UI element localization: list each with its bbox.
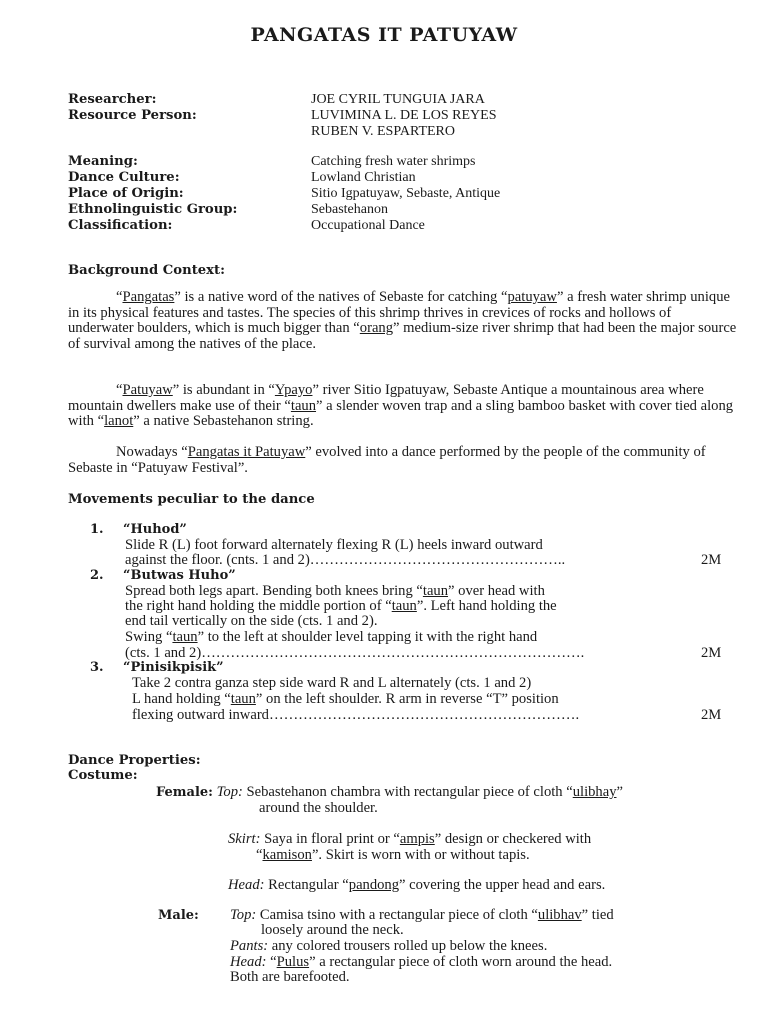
researcher-value: JOE CYRIL TUNGUIA JARA <box>311 92 485 107</box>
movement-1-count: 2M <box>701 552 722 568</box>
place-of-origin-value: Sitio Igpatuyaw, Sebaste, Antique <box>311 186 501 201</box>
movement-3-number: 3. <box>90 660 104 675</box>
female-label: Female: <box>156 785 213 800</box>
female-top: Female: Top: Sebastehanon chambra with rectangular piece of cloth “ulibhay” <box>156 784 623 800</box>
resource-person-value: LUVIMINA L. DE LOS REYES <box>311 108 497 123</box>
movement-2-line-3: end tail vertically on the side (cts. 1 and 2). <box>125 613 378 629</box>
movement-2-line-5: (cts. 1 and 2)……………………………………………………………………. <box>125 645 585 661</box>
costume-heading: Costume: <box>68 768 138 783</box>
barefooted-note: Both are barefooted. <box>230 969 350 985</box>
meaning-value: Catching fresh water shrimps <box>311 154 476 169</box>
classification-value: Occupational Dance <box>311 218 425 233</box>
male-label: Male: <box>158 908 199 923</box>
female-top-line-2: around the shoulder. <box>259 800 378 816</box>
movement-1-line-1: Slide R (L) foot forward alternately flexing R (L) heels inward outward <box>125 537 543 553</box>
female-head: Head: Rectangular “pandong” covering the upper head and ears. <box>228 877 606 893</box>
dance-properties-heading: Dance Properties: <box>68 753 201 768</box>
movement-2-line-4: Swing “taun” to the left at shoulder level tapping it with the right hand <box>125 629 538 645</box>
movement-3-line-2: L hand holding “taun” on the left shoulder. R arm in reverse “T” position <box>132 691 559 707</box>
movement-3-count: 2M <box>701 707 722 723</box>
resource-person-label: Resource Person: <box>68 108 197 123</box>
movement-3-line-3: flexing outward inward………………………………………………………. <box>132 707 580 723</box>
movement-2-line-1: Spread both legs apart. Bending both knees bring “taun” over head with <box>125 583 545 599</box>
classification-label: Classification: <box>68 218 173 233</box>
movement-3-line-1: Take 2 contra ganza step side ward R and L alternately (cts. 1 and 2) <box>132 675 532 691</box>
movement-2-count: 2M <box>701 645 722 661</box>
movement-3-name: “Pinisikpisik” <box>123 660 224 675</box>
male-head: Head: “Pulus” a rectangular piece of cloth worn around the head. <box>230 954 613 970</box>
researcher-label: Researcher: <box>68 92 157 107</box>
dance-culture-value: Lowland Christian <box>311 170 416 185</box>
ethnolinguistic-group-value: Sebastehanon <box>311 202 388 217</box>
page-title: PANGATAS IT PATUYAW <box>250 24 518 46</box>
male-pants: Pants: any colored trousers rolled up below the knees. <box>230 938 548 954</box>
movement-1-name: “Huhod” <box>123 522 187 537</box>
resource-person-value-2: RUBEN V. ESPARTERO <box>311 124 455 139</box>
background-paragraph-1: “Pangatas” is a native word of the natives of Sebaste for catching “patuyaw” a fresh water shrimp unique in its physical features and tastes. The species of this shrimp thrives in crevices of rocks and hollows of underwater boulders, which is much bigger than “orang” medium-size river shrimp that had been the major source of survival among the natives of the place. <box>68 289 737 352</box>
movements-heading: Movements peculiar to the dance <box>68 492 315 507</box>
credits-block <box>68 92 497 140</box>
background-heading: Background Context: <box>68 263 225 278</box>
movement-2-line-2: the right hand holding the middle portion of “taun”. Left hand holding the <box>125 598 557 614</box>
ethnolinguistic-group-label: Ethnolinguistic Group: <box>68 202 238 217</box>
movement-1-line-2: against the floor. (cnts. 1 and 2)…………………………………………….. <box>125 552 566 568</box>
male-top: Top: Camisa tsino with a rectangular piece of cloth “ulibhav” tied <box>230 907 614 923</box>
meaning-label: Meaning: <box>68 154 138 169</box>
movement-2-name: “Butwas Huho” <box>123 568 236 583</box>
background-paragraph-2: “Patuyaw” is abundant in “Ypayo” river Sitio Igpatuyaw, Sebaste Antique a mountainous area where mountain dwellers make use of their “taun” a slender woven trap and a sling bamboo basket with cover tied along with “lanot” a native Sebastehanon string. <box>68 382 734 430</box>
place-of-origin-label: Place of Origin: <box>68 186 184 201</box>
dance-culture-label: Dance Culture: <box>68 170 180 185</box>
movement-1-number: 1. <box>90 522 104 537</box>
dance-info-block <box>68 154 500 234</box>
movement-2-number: 2. <box>90 568 104 583</box>
male-top-line-2: loosely around the neck. <box>261 922 404 938</box>
background-paragraph-3: Nowadays “Pangatas it Patuyaw” evolved into a dance performed by the people of the community of Sebaste in “Patuyaw Festival”. <box>68 444 706 476</box>
female-skirt-line-2: “kamison”. Skirt is worn with or without tapis. <box>256 847 530 863</box>
female-skirt: Skirt: Saya in floral print or “ampis” design or checkered with <box>228 831 592 847</box>
